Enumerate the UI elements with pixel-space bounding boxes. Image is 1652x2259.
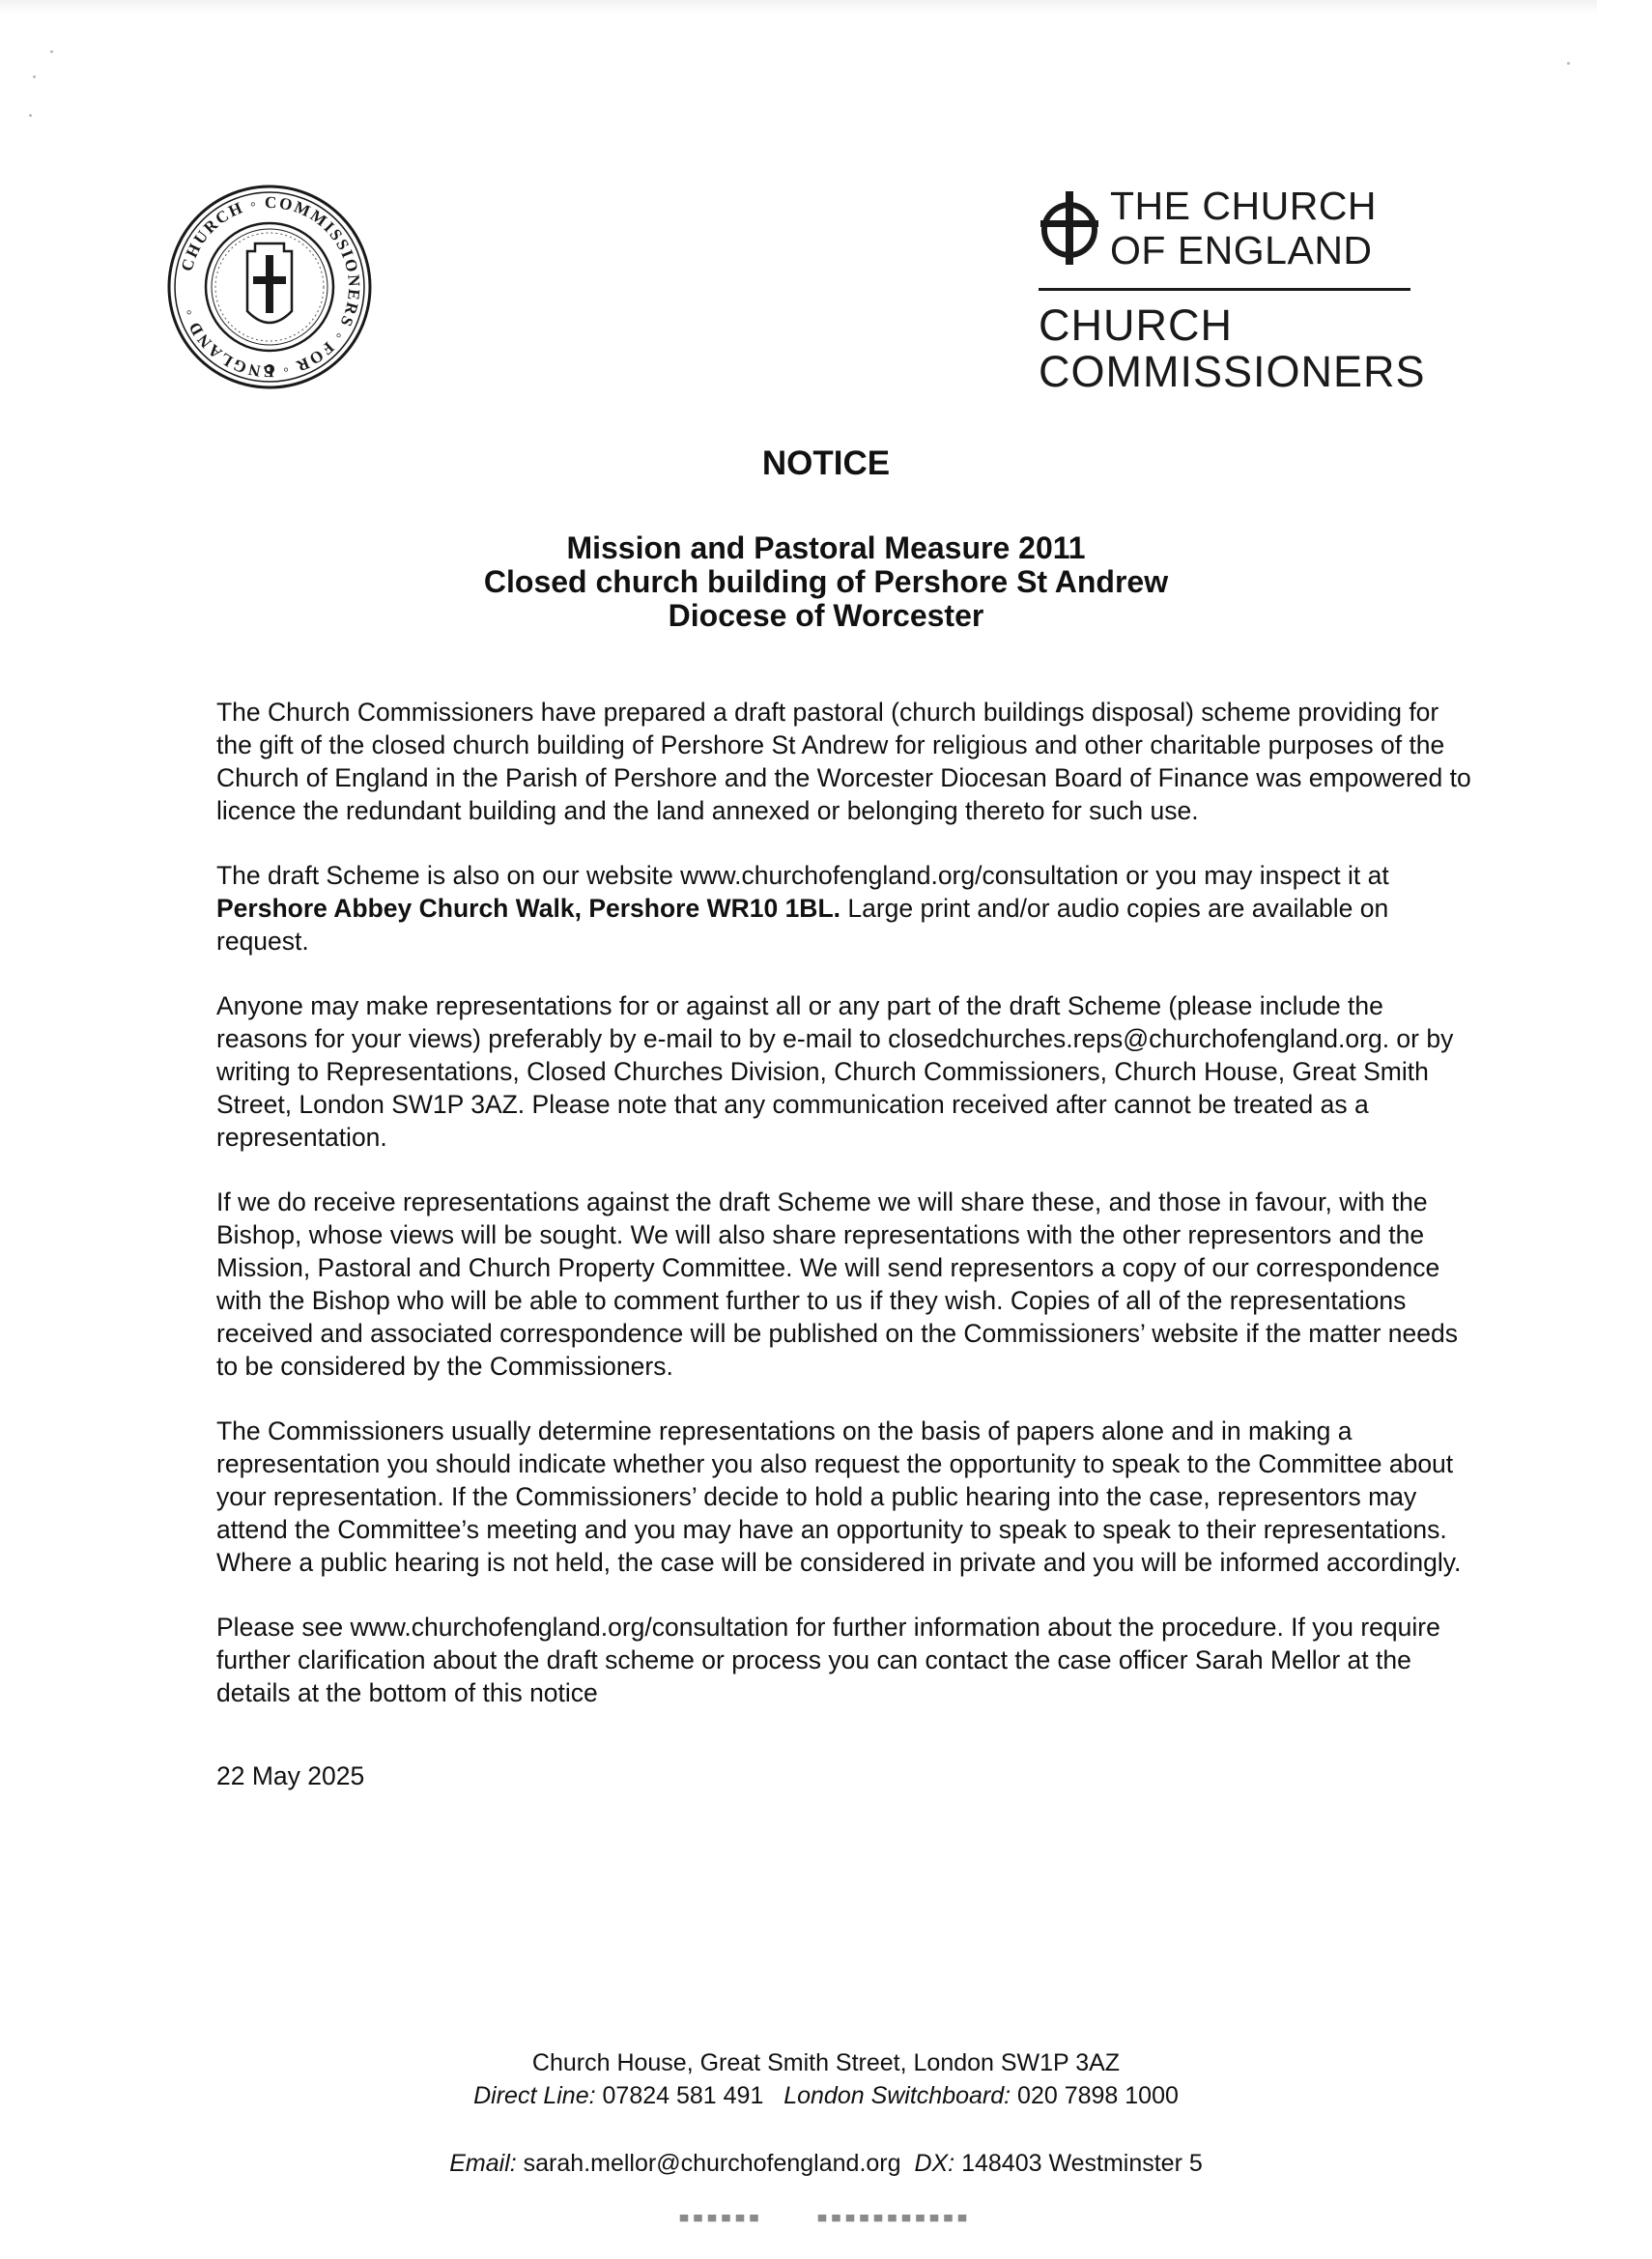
scheme-paragraph: The Church Commissioners have prepared a draft pastoral (church buildings disposal) scheme providing for the gift of the closed church building of Pershore St Andrew for religious and other charitable purposes of the Church of England in the Parish of Pershore and the Worcester Diocesan Board of Finance was empowered to licence the redundant building and the land annexed or belonging thereto for such use.	[216, 698, 1471, 825]
email-label: Email:	[449, 2150, 517, 2177]
sharing-paragraph: If we do receive representations against the draft Scheme we will share these, and those in favour, with the Bishop, whose views will be sought. We will also share representations with the other representors and the Mission, Pastoral and Church Property Committee. We will send representors a copy of our correspondence with the Bishop who will be able to comment further to us if they wish. Copies of all of the representations received and associated correspondence will be published on the Commissioners’ website if the matter needs to be considered by the Commissioners.	[216, 1187, 1458, 1381]
representations-paragraph: Anyone may make representations for or against all or any part of the draft Scheme (please include the reasons for your views) preferably by e-mail to by e-mail to closedchurches.reps@churchofengland.org. or by writing to Representations, Closed Churches Division, Church Commissioners, Church House, Great Smith Street, London SW1P 3AZ. Please note that any communication received after cannot be treated as a representation.	[216, 991, 1454, 1152]
dx-value: 148403 Westminster 5	[961, 2150, 1203, 2177]
footer-address: Church House, Great Smith Street, London SW1P 3AZ	[531, 2049, 1121, 2076]
church-of-england-logo	[1039, 184, 1426, 396]
further-info-paragraph: Please see www.churchofengland.org/consultation for further information about the procedure. If you require further clarification about the draft scheme or process you can contact the case officer Sarah Mellor at the details at the bottom of this notice	[216, 1613, 1440, 1707]
scan-speck	[50, 50, 53, 53]
scan-speck	[33, 75, 36, 78]
notice-body	[216, 696, 1472, 1824]
scan-speck	[1567, 62, 1570, 65]
switchboard-label: London Switchboard:	[783, 2082, 1011, 2109]
direct-line-label: Direct Line:	[473, 2082, 596, 2109]
logo-line-2: OF ENGLAND	[1110, 228, 1373, 272]
scan-speck	[29, 114, 32, 117]
footer-phone-line	[0, 2079, 1652, 2112]
logo-sub-line-2: COMMISSIONERS	[1039, 347, 1426, 396]
cropped-website-line: ▀▀▀▀▀▀ ▀▀▀▀▀▀▀▀▀▀▀	[679, 2215, 973, 2228]
measure-heading: Mission and Pastoral Measure 2011	[566, 530, 1086, 565]
cross-emblem-icon	[1039, 187, 1100, 269]
svg-text:CHURCH ◦ COMMISSIONERS ◦ FOR ◦: CHURCH ◦ COMMISSIONERS ◦ FOR ◦ ENGLAND ◦	[177, 192, 364, 382]
scan-top-edge	[0, 0, 1597, 14]
logo-sub-line-1: CHURCH	[1039, 300, 1233, 350]
commissioners-seal-logo	[166, 184, 373, 390]
logo-line-1: THE CHURCH	[1110, 184, 1378, 228]
hearing-paragraph: The Commissioners usually determine representations on the basis of papers alone and in making a representation you should indicate whether you also request the opportunity to speak to the Committee about your representation. If the Commissioners’ decide to hold a public hearing into the case, representors may attend the Committee’s meeting and you may have an opportunity to speak to speak to their representations. Where a public hearing is not held, the case will be considered in private and you will be informed accordingly.	[216, 1416, 1462, 1577]
notice-title: NOTICE	[761, 444, 891, 482]
inspection-address: Pershore Abbey Church Walk, Pershore WR10 1BL.	[216, 894, 840, 923]
notice-date: 22 May 2025	[216, 1761, 365, 1790]
inspection-text-b: Large print and/or audio copies are available on request.	[216, 894, 1389, 956]
contact-footer	[0, 2046, 1652, 2228]
email-value: sarah.mellor@churchofengland.org	[523, 2150, 901, 2177]
notice-headings	[0, 531, 1652, 633]
diocese-heading: Diocese of Worcester	[668, 598, 984, 633]
direct-line-value: 07824 581 491	[602, 2082, 764, 2109]
inspection-paragraph	[216, 859, 1472, 958]
switchboard-value: 020 7898 1000	[1017, 2082, 1179, 2109]
logo-divider	[1039, 288, 1410, 291]
dx-label: DX:	[914, 2150, 955, 2177]
church-heading: Closed church building of Pershore St Andrew	[483, 564, 1169, 599]
footer-email-line	[0, 2147, 1652, 2180]
inspection-text-a: The draft Scheme is also on our website www.churchofengland.org/consultation or you may inspect it at	[216, 861, 1389, 890]
